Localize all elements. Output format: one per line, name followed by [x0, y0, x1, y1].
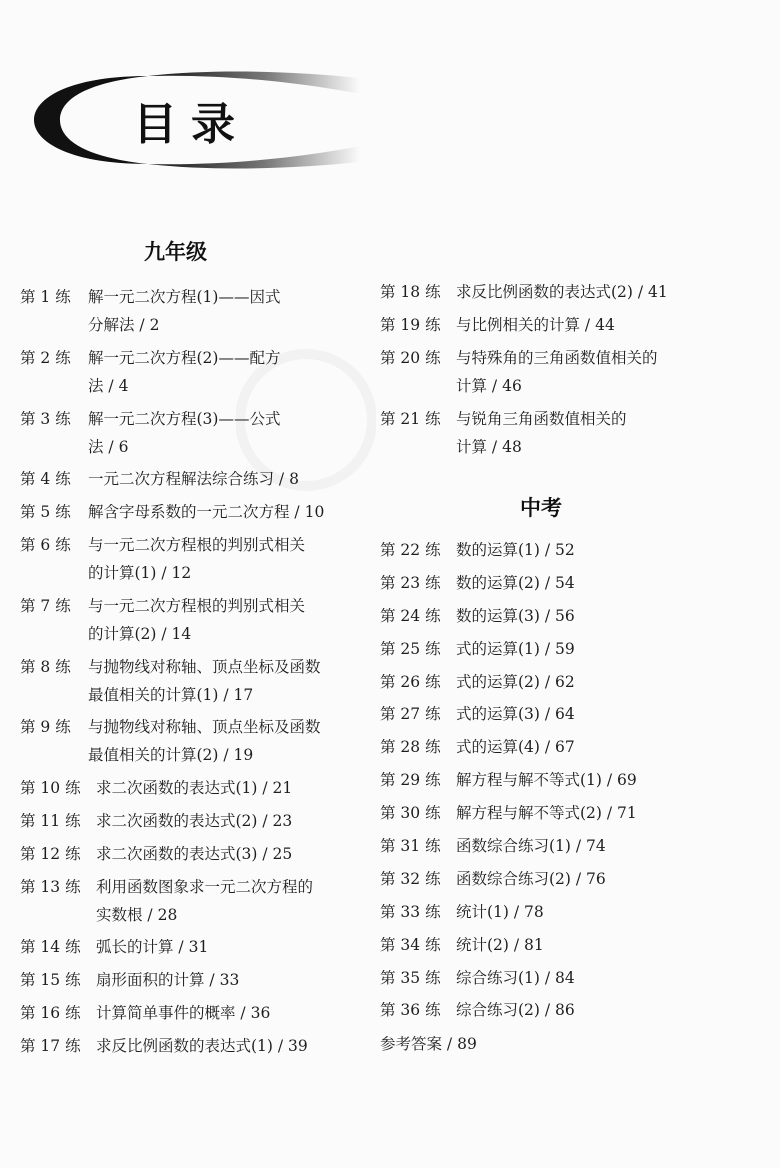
- lesson-number: 第 12 练: [20, 844, 81, 863]
- toc-entry[interactable]: [20, 653, 365, 709]
- toc-right-column-zhongkao: [380, 536, 725, 1029]
- toc-entry[interactable]: [20, 713, 365, 769]
- lesson-title-line: 实数根 / 28: [96, 905, 178, 924]
- title-banner: [30, 70, 360, 170]
- lesson-number: 第 14 练: [20, 938, 81, 957]
- lesson-number: 第 4 练: [20, 470, 71, 489]
- lesson-title-line: 数的运算(2) / 54: [456, 573, 575, 592]
- lesson-title-line: 利用函数图象求一元二次方程的: [96, 877, 314, 896]
- toc-entry[interactable]: [380, 832, 725, 860]
- toc-entry[interactable]: [20, 498, 365, 526]
- lesson-number: 第 26 练: [380, 672, 441, 691]
- toc-entry[interactable]: [20, 592, 365, 648]
- lesson-title-line: 法 / 4: [88, 376, 129, 395]
- section-heading-grade9: 九年级: [144, 239, 207, 264]
- lesson-title-line: 数的运算(1) / 52: [456, 541, 575, 559]
- lesson-number: 第 13 练: [20, 877, 81, 896]
- lesson-title-line: 与特殊角的三角函数值相关的: [456, 348, 658, 367]
- lesson-number: 第 1 练: [20, 288, 71, 306]
- toc-entry[interactable]: [380, 799, 725, 827]
- lesson-title-line: 分解法 / 2: [88, 316, 160, 334]
- lesson-number: 第 33 练: [380, 902, 441, 921]
- lesson-number: 第 29 练: [380, 771, 441, 790]
- lesson-title-line: 计算简单事件的概率 / 36: [96, 1003, 271, 1022]
- lesson-number: 第 19 练: [380, 315, 441, 334]
- toc-entry[interactable]: [380, 898, 725, 926]
- toc-entry[interactable]: [20, 774, 365, 802]
- lesson-title-line: 数的运算(3) / 56: [456, 606, 575, 625]
- lesson-number: 第 21 练: [380, 409, 441, 428]
- toc-entry[interactable]: [380, 278, 725, 306]
- lesson-title-line: 与一元二次方程根的判别式相关: [88, 596, 306, 615]
- lesson-number: 第 35 练: [380, 968, 441, 987]
- lesson-title-line: 计算 / 46: [456, 376, 522, 395]
- toc-left-column: [20, 283, 365, 1065]
- lesson-number: 第 9 练: [20, 718, 71, 737]
- toc-entry[interactable]: [380, 668, 725, 696]
- lesson-number: 第 20 练: [380, 348, 441, 367]
- lesson-number: 第 3 练: [20, 409, 71, 428]
- toc-entry[interactable]: [380, 964, 725, 992]
- lesson-title-line: 式的运算(2) / 62: [456, 672, 575, 691]
- lesson-title-line: 求反比例函数的表达式(1) / 39: [96, 1036, 308, 1055]
- toc-entry[interactable]: [380, 733, 725, 761]
- lesson-number: 第 25 练: [380, 639, 441, 658]
- lesson-title-line: 解含字母系数的一元二次方程 / 10: [88, 503, 325, 522]
- lesson-number: 第 2 练: [20, 348, 71, 367]
- lesson-title-line: 与抛物线对称轴、顶点坐标及函数: [88, 657, 321, 676]
- lesson-title-line: 弧长的计算 / 31: [96, 938, 209, 957]
- lesson-number: 第 7 练: [20, 596, 71, 615]
- lesson-number: 第 11 练: [20, 811, 81, 830]
- toc-entry[interactable]: [20, 873, 365, 929]
- lesson-title-line: 综合练习(1) / 84: [456, 968, 575, 987]
- lesson-title-line: 式的运算(1) / 59: [456, 639, 575, 658]
- lesson-number: 第 36 练: [380, 1001, 441, 1020]
- lesson-title-line: 一元二次方程解法综合练习 / 8: [88, 470, 299, 489]
- lesson-number: 第 31 练: [380, 837, 441, 856]
- toc-entry[interactable]: [20, 933, 365, 961]
- lesson-number: 第 22 练: [380, 541, 441, 559]
- lesson-number: 第 27 练: [380, 705, 441, 724]
- lesson-title-line: 统计(1) / 78: [456, 902, 544, 921]
- lesson-number: 第 30 练: [380, 804, 441, 823]
- toc-entry[interactable]: [380, 344, 725, 400]
- lesson-title-line: 解方程与解不等式(2) / 71: [456, 804, 637, 823]
- toc-entry[interactable]: [20, 283, 365, 339]
- lesson-number: 第 10 练: [20, 779, 81, 798]
- lesson-title-line: 综合练习(2) / 86: [456, 1001, 575, 1020]
- lesson-title-line: 法 / 6: [88, 437, 129, 456]
- page-title: 目录: [133, 99, 249, 150]
- lesson-number: 第 8 练: [20, 657, 71, 676]
- lesson-title-line: 求反比例函数的表达式(2) / 41: [456, 283, 668, 301]
- toc-entry[interactable]: [20, 465, 365, 493]
- lesson-title-line: 统计(2) / 81: [456, 935, 544, 954]
- toc-right-column-grade9: [380, 278, 725, 466]
- lesson-number: 第 18 练: [380, 283, 441, 301]
- toc-entry[interactable]: [380, 865, 725, 893]
- lesson-title-line: 最值相关的计算(2) / 19: [88, 746, 254, 765]
- section-heading-zhongkao: 中考: [520, 495, 562, 520]
- toc-entry[interactable]: [20, 807, 365, 835]
- toc-entry[interactable]: [380, 931, 725, 959]
- lesson-title-line: 解方程与解不等式(1) / 69: [456, 771, 637, 790]
- lesson-title-line: 的计算(2) / 14: [88, 624, 192, 643]
- toc-entry[interactable]: [20, 1032, 365, 1060]
- lesson-title-line: 解一元二次方程(2)——配方: [88, 348, 281, 367]
- lesson-number: 第 28 练: [380, 738, 441, 757]
- lesson-number: 第 24 练: [380, 606, 441, 625]
- toc-entry[interactable]: [20, 405, 365, 461]
- lesson-title-line: 求二次函数的表达式(3) / 25: [96, 844, 293, 863]
- toc-entry[interactable]: [380, 311, 725, 339]
- toc-entry[interactable]: [20, 999, 365, 1027]
- lesson-number: 第 6 练: [20, 535, 71, 554]
- lesson-title-line: 与锐角三角函数值相关的: [456, 409, 627, 428]
- toc-entry[interactable]: [380, 996, 725, 1024]
- lesson-number: 第 5 练: [20, 503, 71, 522]
- lesson-title-line: 与抛物线对称轴、顶点坐标及函数: [88, 718, 321, 737]
- lesson-title-line: 最值相关的计算(1) / 17: [88, 685, 254, 704]
- lesson-title-line: 式的运算(3) / 64: [456, 705, 575, 724]
- lesson-title-line: 解一元二次方程(1)——因式: [88, 288, 281, 306]
- toc-entry[interactable]: [380, 536, 725, 564]
- lesson-number: 第 16 练: [20, 1003, 81, 1022]
- lesson-title-line: 与比例相关的计算 / 44: [456, 315, 615, 334]
- lesson-number: 第 23 练: [380, 573, 441, 592]
- lesson-title-line: 解一元二次方程(3)——公式: [88, 409, 281, 428]
- toc-entry[interactable]: [20, 840, 365, 868]
- lesson-title-line: 式的运算(4) / 67: [456, 738, 575, 757]
- lesson-title-line: 函数综合练习(2) / 76: [456, 869, 606, 888]
- lesson-title-line: 与一元二次方程根的判别式相关: [88, 535, 306, 554]
- lesson-title-line: 计算 / 48: [456, 437, 522, 456]
- toc-entry[interactable]: [380, 405, 725, 461]
- toc-entry[interactable]: [380, 569, 725, 597]
- lesson-title-line: 扇形面积的计算 / 33: [96, 971, 240, 990]
- toc-entry[interactable]: [20, 966, 365, 994]
- lesson-title-line: 求二次函数的表达式(1) / 21: [96, 779, 293, 798]
- toc-entry[interactable]: [380, 700, 725, 728]
- toc-entry[interactable]: [20, 344, 365, 400]
- toc-entry[interactable]: [380, 602, 725, 630]
- lesson-title-line: 的计算(1) / 12: [88, 563, 192, 582]
- lesson-number: 第 34 练: [380, 935, 441, 954]
- toc-entry[interactable]: [380, 635, 725, 663]
- lesson-number: 第 32 练: [380, 869, 441, 888]
- toc-entry[interactable]: [380, 766, 725, 794]
- lesson-title-line: 求二次函数的表达式(2) / 23: [96, 811, 293, 830]
- lesson-number: 第 17 练: [20, 1036, 81, 1055]
- lesson-title-line: 函数综合练习(1) / 74: [456, 837, 606, 856]
- toc-entry-answers[interactable]: 参考答案 / 89: [380, 1035, 477, 1053]
- toc-entry[interactable]: [20, 531, 365, 587]
- lesson-number: 第 15 练: [20, 971, 81, 990]
